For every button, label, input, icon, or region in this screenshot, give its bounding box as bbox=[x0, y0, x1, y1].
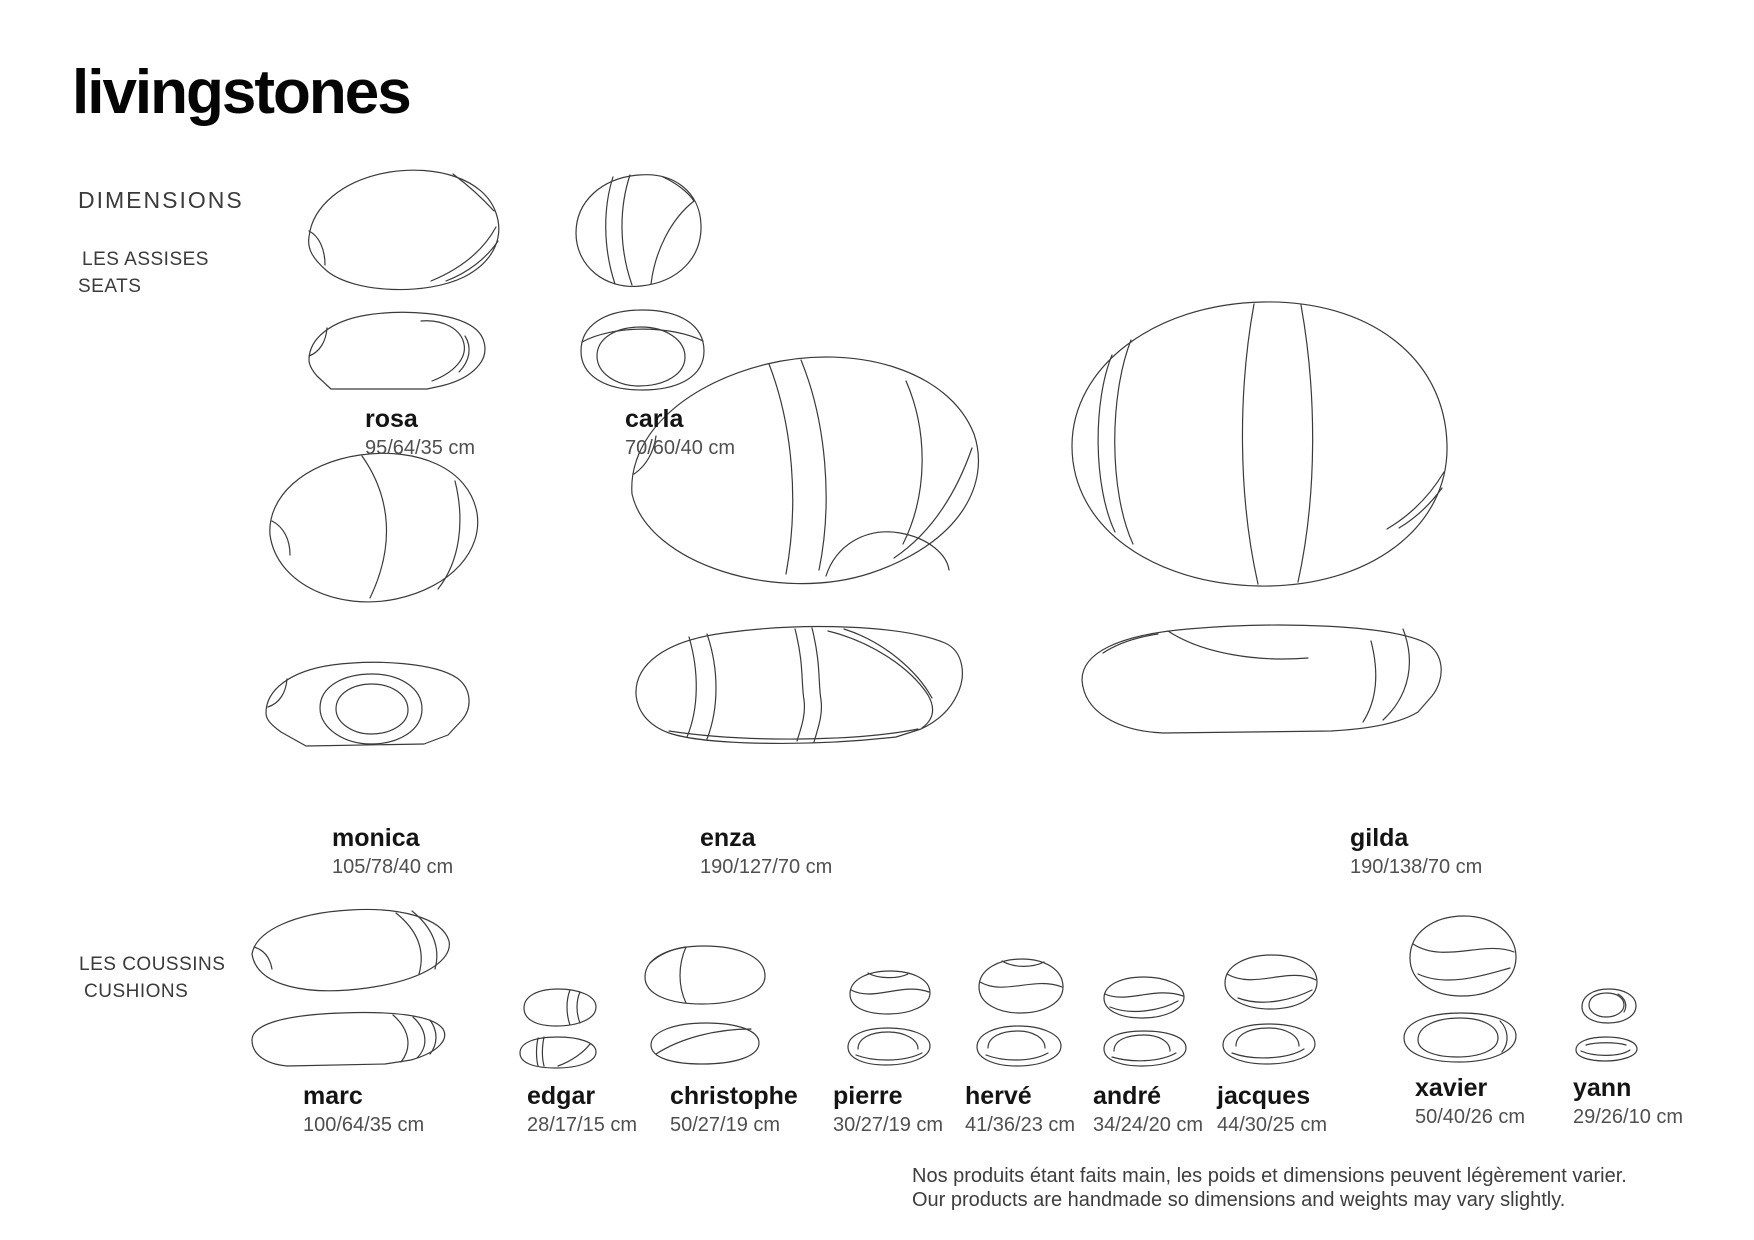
seat-label-carla bbox=[625, 405, 735, 460]
product-name: enza bbox=[700, 824, 756, 852]
rosa-front-view-drawing bbox=[300, 306, 495, 400]
monica-front-view-drawing bbox=[258, 653, 480, 765]
product-dimensions: 50/40/26 cm bbox=[1415, 1106, 1526, 1128]
product-name: gilda bbox=[1350, 824, 1409, 852]
product-name: xavier bbox=[1415, 1074, 1488, 1102]
product-dimensions: 29/26/10 cm bbox=[1573, 1106, 1684, 1128]
handmade-note-fr: Nos produits étant faits main, les poids et dimensions peuvent légèrement varier. bbox=[912, 1165, 1627, 1187]
cushion-label-edgar bbox=[527, 1082, 637, 1137]
jacques-front-view-drawing bbox=[1218, 1018, 1320, 1070]
product-dimensions: 105/78/40 cm bbox=[332, 856, 454, 878]
seat-label-gilda bbox=[1350, 824, 1482, 879]
handmade-note-en: Our products are handmade so dimensions and weights may vary slightly. bbox=[912, 1189, 1566, 1211]
cushions-section-label bbox=[75, 951, 225, 1005]
product-dimensions: 41/36/23 cm bbox=[965, 1114, 1076, 1136]
andre-top-view-drawing bbox=[1100, 972, 1188, 1022]
product-name: monica bbox=[332, 824, 420, 852]
product-dimensions: 190/127/70 cm bbox=[700, 856, 833, 878]
handmade-note bbox=[912, 1164, 1627, 1212]
yann-front-view-drawing bbox=[1572, 1032, 1642, 1066]
brand-title: livingstones bbox=[72, 58, 410, 127]
andre-front-view-drawing bbox=[1100, 1026, 1190, 1070]
cushion-label-christophe bbox=[670, 1082, 798, 1137]
product-dimensions: 30/27/19 cm bbox=[833, 1114, 944, 1136]
product-name: marc bbox=[303, 1082, 363, 1110]
product-name: jacques bbox=[1217, 1082, 1311, 1110]
product-name: carla bbox=[625, 405, 684, 433]
seats-label-en: SEATS bbox=[78, 276, 142, 297]
enza-front-view-drawing bbox=[628, 616, 973, 758]
christophe-top-view-drawing bbox=[640, 940, 770, 1010]
gilda-front-view-drawing bbox=[1072, 612, 1462, 746]
herve-top-view-drawing bbox=[974, 954, 1068, 1018]
product-name: yann bbox=[1573, 1074, 1632, 1102]
marc-front-view-drawing bbox=[246, 1004, 451, 1072]
seat-label-rosa bbox=[365, 405, 475, 460]
cushion-label-pierre bbox=[833, 1082, 943, 1137]
edgar-front-view-drawing bbox=[516, 1032, 600, 1072]
edgar-top-view-drawing bbox=[520, 984, 600, 1030]
cushion-label-xavier bbox=[1415, 1074, 1525, 1129]
product-dimensions: 70/60/40 cm bbox=[625, 437, 736, 459]
monica-top-view-drawing bbox=[262, 443, 484, 613]
seat-label-monica bbox=[332, 824, 453, 879]
jacques-top-view-drawing bbox=[1220, 950, 1322, 1014]
cushions-label-fr: LES COUSSINS bbox=[79, 954, 226, 975]
gilda-top-view-drawing bbox=[1058, 282, 1458, 606]
seats-label-fr: LES ASSISES bbox=[82, 249, 209, 270]
cushion-label-andre bbox=[1093, 1082, 1203, 1137]
christophe-front-view-drawing bbox=[646, 1016, 764, 1070]
pierre-front-view-drawing bbox=[844, 1022, 934, 1070]
marc-top-view-drawing bbox=[246, 902, 456, 1000]
product-name: pierre bbox=[833, 1082, 903, 1110]
cushions-label-en: CUSHIONS bbox=[84, 981, 189, 1002]
product-name: hervé bbox=[965, 1082, 1032, 1110]
cushion-label-herve bbox=[965, 1082, 1075, 1137]
product-name: andré bbox=[1093, 1082, 1162, 1110]
product-dimensions: 100/64/35 cm bbox=[303, 1114, 425, 1136]
product-dimensions: 95/64/35 cm bbox=[365, 437, 476, 459]
product-name: christophe bbox=[670, 1082, 798, 1110]
seat-label-enza bbox=[700, 824, 832, 879]
cushion-label-jacques bbox=[1217, 1082, 1327, 1137]
product-dimensions: 28/17/15 cm bbox=[527, 1114, 638, 1136]
product-name: edgar bbox=[527, 1082, 596, 1110]
carla-top-view-drawing bbox=[570, 168, 705, 294]
product-dimensions: 50/27/19 cm bbox=[670, 1114, 781, 1136]
product-dimensions: 190/138/70 cm bbox=[1350, 856, 1483, 878]
dimensions-heading: DIMENSIONS bbox=[78, 187, 244, 213]
pierre-top-view-drawing bbox=[846, 966, 934, 1018]
rosa-top-view-drawing bbox=[302, 163, 505, 300]
yann-top-view-drawing bbox=[1578, 984, 1640, 1028]
xavier-front-view-drawing bbox=[1398, 1006, 1522, 1068]
product-name: rosa bbox=[365, 405, 418, 433]
cushion-label-yann bbox=[1573, 1074, 1683, 1129]
product-dimensions: 34/24/20 cm bbox=[1093, 1114, 1204, 1136]
xavier-top-view-drawing bbox=[1404, 908, 1522, 1002]
seats-section-label bbox=[78, 246, 209, 300]
cushion-label-marc bbox=[303, 1082, 424, 1137]
product-dimensions: 44/30/25 cm bbox=[1217, 1114, 1328, 1136]
enza-top-view-drawing bbox=[622, 346, 990, 598]
herve-front-view-drawing bbox=[972, 1020, 1066, 1072]
